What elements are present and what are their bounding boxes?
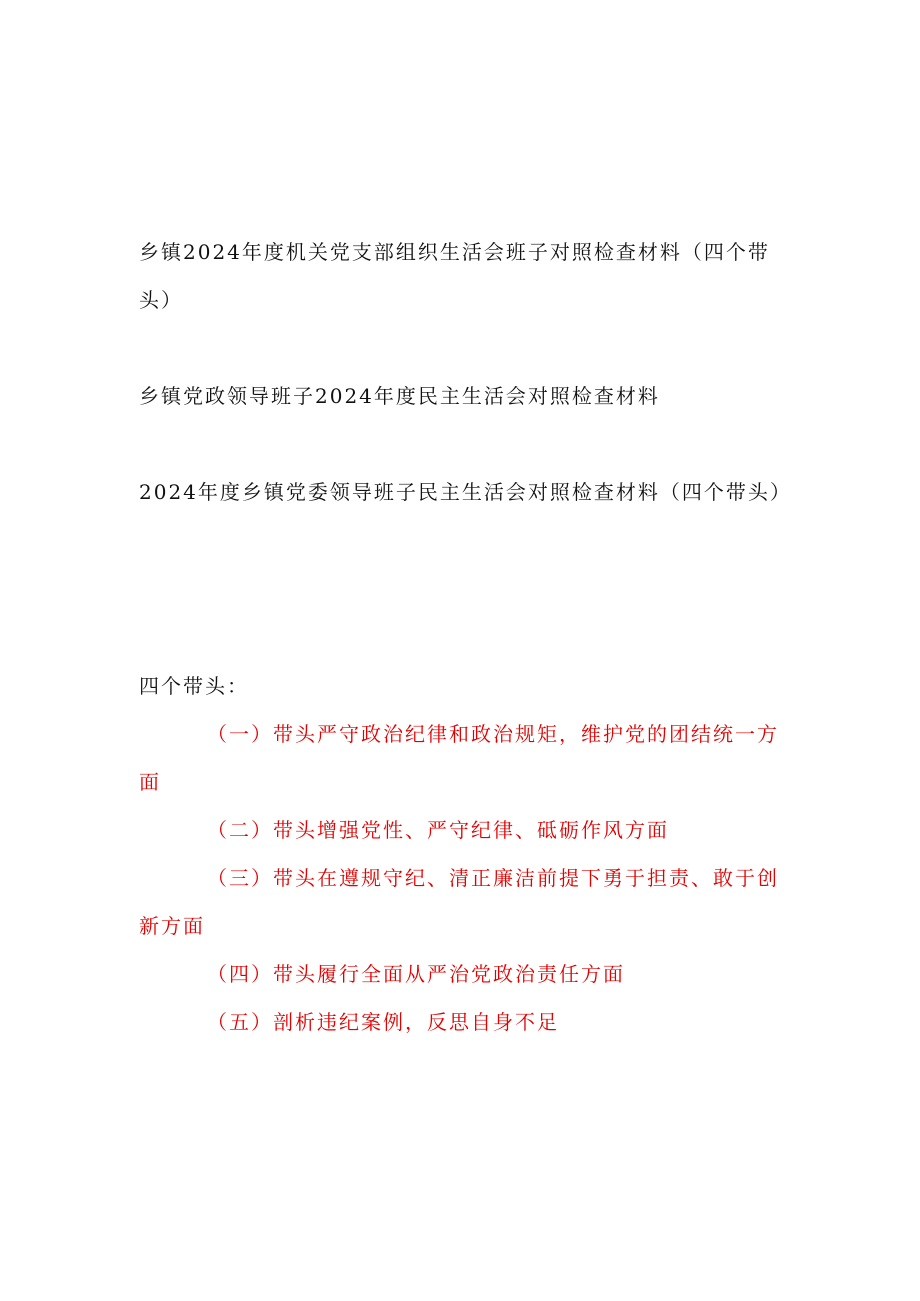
list-item: （二）带头增强党性、严守纪律、砥砺作风方面 — [207, 818, 669, 842]
document-title-2: 乡镇党政领导班子2024年度民主生活会对照检查材料 — [139, 384, 660, 408]
list-item: （一）带头严守政治纪律和政治规矩，维护党的团结统一方面 — [139, 722, 779, 794]
list-item: （三）带头在遵规守纪、清正廉洁前提下勇于担责、敢于创新方面 — [139, 866, 779, 938]
list-item: （五）剖析违纪案例，反思自身不足 — [207, 1010, 559, 1034]
document-title-1: 乡镇2024年度机关党支部组织生活会班子对照检查材料（四个带头） — [139, 240, 770, 312]
section-heading: 四个带头： — [139, 674, 249, 698]
list-item: （四）带头履行全面从严治党政治责任方面 — [207, 962, 625, 986]
document-title-3: 2024年度乡镇党委领导班子民主生活会对照检查材料（四个带头） — [139, 480, 792, 504]
